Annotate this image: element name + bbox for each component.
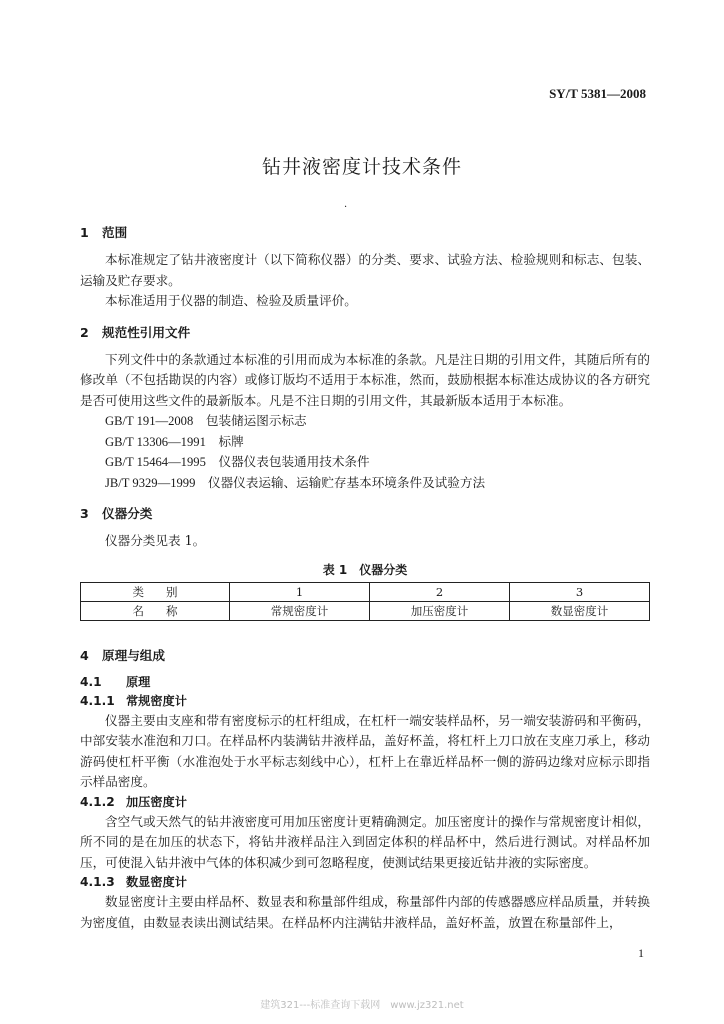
subsection-4-1-heading: 4.1 原理 <box>80 674 151 689</box>
decorative-dot: · <box>344 202 348 213</box>
section-title: 原理与组成 <box>102 647 165 663</box>
table-cell: 3 <box>510 582 650 601</box>
page-number: 1 <box>638 946 644 960</box>
table-row <box>81 601 650 620</box>
section-4-heading <box>80 645 650 667</box>
section-3-paragraph-1: 仪器分类见表 1。 <box>105 533 206 548</box>
section-title: 仪器分类 <box>102 506 153 521</box>
section-2-paragraph-1: 下列文件中的条款通过本标准的引用而成为本标准的条款。凡是注日期的引用文件，其随后所有的修改单（不包括勘误的内容）或修订版均不适用于本标准，然而，鼓励根据本标准达成协议的各方研究是否可使用这些文件的最新版本。凡是不注日期的引用文件，其最新版本适用于本标准。 <box>80 351 650 408</box>
section-2-heading <box>80 322 650 344</box>
reference-list <box>80 411 650 493</box>
watermark-text: 建筑321---标准查询下载网 www.jz321.net <box>260 1000 464 1011</box>
table-row-label: 名称 <box>81 601 230 620</box>
document-title: 钻井液密度计技术条件 <box>261 156 462 178</box>
section-1-heading <box>80 222 650 244</box>
subsection-4-1-2-paragraph: 含空气或天然气的钻井液密度可用加压密度计更精确测定。加压密度计的操作与常规密度计相似，所不同的是在加压的状态下，将钻井液样品注入到固定体积的样品杯中，然后进行测试。对样品杯加压，可使混入钻井液中气体的体积减少到可忽略程度，使测试结果更接近钻井液的实际密度。 <box>80 813 650 870</box>
subsection-4-1-1-paragraph: 仪器主要由支座和带有密度标示的杠杆组成，在杠杆一端安装样品杯，另一端安装游码和平衡码，中部安装水准泡和刀口。在样品杯内装满钻井液样品，盖好杯盖，将杠杆上刀口放在支座刀承上，移动游码使杠杆平衡（水准泡处于水平标志刻线中心），杠杆上在靠近样品杯一侧的游码边缘对应标示即指示样品密度。 <box>80 712 650 789</box>
section-1-paragraph-1: 本标准规定了钻井液密度计（以下简称仪器）的分类、要求、试验方法、检验规则和标志、包装、运输及贮存要求。 <box>80 252 650 288</box>
section-number: 4 <box>80 647 89 663</box>
table-row-label: 类别 <box>81 582 230 601</box>
subsection-4-1-2-heading: 4.1.2 加压密度计 <box>80 794 187 809</box>
subsection-4-1-1-heading: 4.1.1 常规密度计 <box>80 693 187 708</box>
table-cell: 加压密度计 <box>370 601 510 620</box>
classification-table <box>80 582 650 621</box>
section-1-paragraph-2: 本标准适用于仪器的制造、检验及质量评价。 <box>105 293 357 308</box>
section-number: 2 <box>80 324 89 340</box>
subsection-4-1-3-heading: 4.1.3 数显密度计 <box>80 875 187 889</box>
reference-item: GB/T 15464—1995 仪器仪表包装通用技术条件 <box>105 454 370 469</box>
reference-item: JB/T 9329—1999 仪器仪表运输、运输贮存基本环境条件及试验方法 <box>105 474 486 490</box>
table-1-caption: 表 1 仪器分类 <box>322 562 408 577</box>
subsection-4-1-3-paragraph: 数显密度计主要由样品杯、数显表和称量部件组成，称量部件内部的传感器感应样品质量，并转换为密度值，由数显表读出测试结果。在样品杯内注满钻井液样品，盖好杯盖，放置在称量部件上， <box>80 894 650 930</box>
document-body <box>80 222 650 933</box>
table-cell: 1 <box>230 582 370 601</box>
section-number: 1 <box>80 225 89 240</box>
standard-code: SY/T 5381—2008 <box>549 86 646 101</box>
table-cell: 2 <box>370 582 510 601</box>
section-number: 3 <box>80 506 89 521</box>
table-row <box>81 582 650 601</box>
table-cell: 常规密度计 <box>230 601 370 620</box>
section-title: 规范性引用文件 <box>102 324 191 340</box>
table-cell: 数显密度计 <box>510 601 650 620</box>
section-title: 范围 <box>102 225 128 240</box>
reference-item: GB/T 13306—1991 标牌 <box>105 433 244 449</box>
section-3-heading <box>80 503 650 525</box>
reference-item: GB/T 191—2008 包装储运图示标志 <box>105 413 307 428</box>
